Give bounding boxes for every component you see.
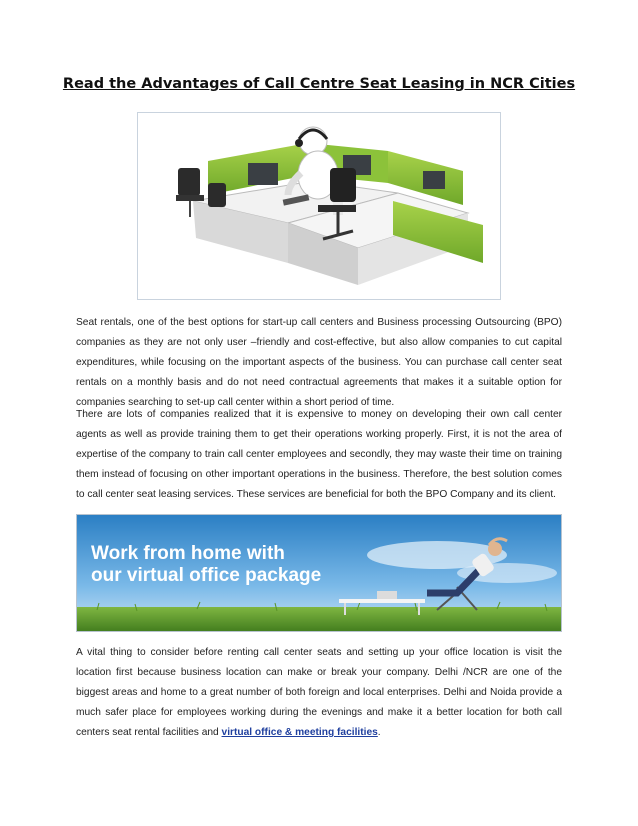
call-center-cubicle-image (137, 112, 501, 300)
banner-line-2: our virtual office package (91, 565, 322, 586)
paragraph-seat-rentals: Seat rentals, one of the best options for start-up call centers and Business processing Outsourcing (BPO) companies as they are not only user –friendly and cost-effective, but also allow companies to cut capital expenditures, while focusing on the important aspects of the business. You can purchase call center seat rentals on a monthly basis and do not need contractual agreements that makes it a suitable option for companies searching to set-up call center within a short period of time. (76, 317, 562, 408)
paragraph-location-text: A vital thing to consider before renting call center seats and setting up your office location is visit the location first because business location can make or break your company. Delhi /NCR are one of the biggest areas and home to a great number of both foreign and local enterprises. Delhi and Noida provide a much safer place for employees working during the evenings and make it a better location for both call centers seat rental facilities and (76, 647, 562, 738)
paragraph-training-costs: There are lots of companies realized that it is expensive to money on developing their own call center agents as well as provide training them to get their operations working properly. First, it is not the area of expertise of the company to train call center employees and secondly, they may waste their time on training them instead of focusing on other important operations in the business. Therefore, the best solution comes to call center seat leasing services. These services are beneficial for both the BPO Company and its client. (76, 409, 562, 500)
virtual-office-link[interactable]: virtual office & meeting facilities (221, 727, 378, 738)
banner-line-1: Work from home with (91, 543, 285, 564)
page-title: Read the Advantages of Call Centre Seat Leasing in NCR Cities (62, 76, 576, 92)
virtual-office-banner-image (76, 514, 562, 632)
paragraph-location (76, 643, 562, 743)
paragraph-location-end: . (377, 727, 381, 738)
